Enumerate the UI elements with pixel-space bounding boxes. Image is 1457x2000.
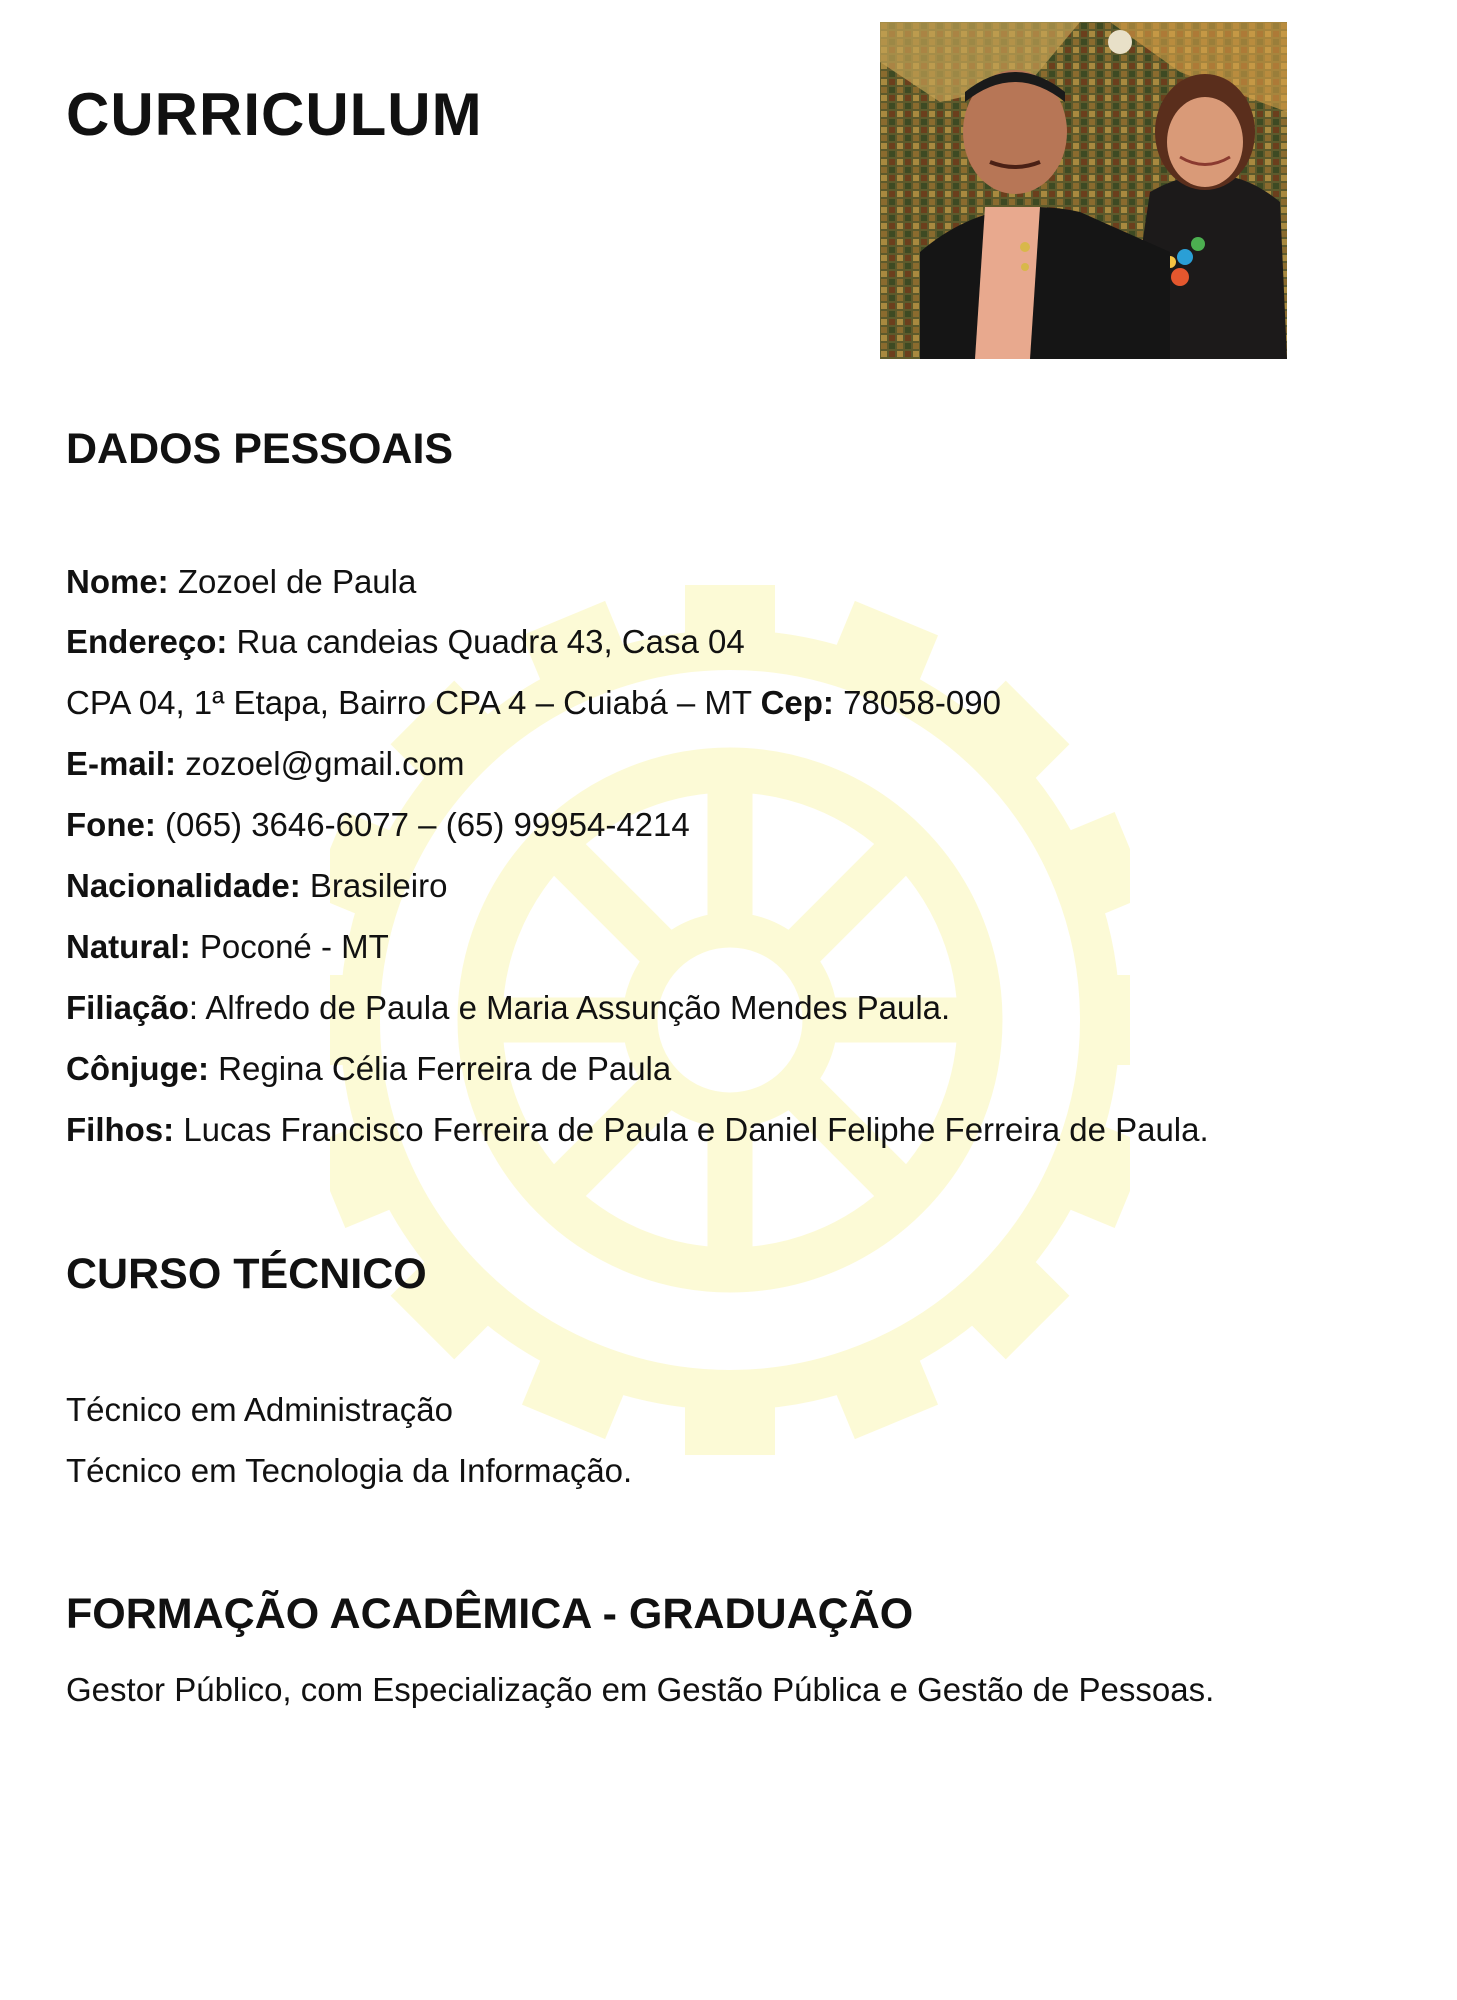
spouse-label: Cônjuge: (66, 1050, 209, 1087)
children-label: Filhos: (66, 1111, 175, 1148)
technical-course-heading: CURSO TÉCNICO (66, 1250, 427, 1298)
personal-data-heading: DADOS PESSOAIS (66, 425, 454, 473)
technical-course-item: Técnico em Administração (66, 1391, 453, 1428)
cep-label: Cep: (760, 684, 834, 721)
birthplace-label: Natural: (66, 928, 191, 965)
parents-value: : Alfredo de Paula e Maria Assunção Mendes Paula. (188, 989, 951, 1026)
spouse-row (66, 1049, 671, 1089)
birthplace-value: Poconé - MT (190, 928, 389, 965)
address-label: Endereço: (66, 623, 228, 660)
academic-degree: Gestor Público, com Especialização em Gestão Pública e Gestão de Pessoas. (66, 1671, 1215, 1708)
name-row (66, 562, 416, 602)
page-title: CURRICULUM (66, 81, 483, 148)
phone-label: Fone: (66, 806, 156, 843)
address-line2: CPA 04, 1ª Etapa, Bairro CPA 4 – Cuiabá – MT (66, 684, 761, 721)
phone-row (66, 805, 690, 845)
cep-value: 78058-090 (833, 684, 1001, 721)
spouse-value: Regina Célia Ferreira de Paula (208, 1050, 672, 1087)
name-label: Nome: (66, 563, 169, 600)
academic-heading: FORMAÇÃO ACADÊMICA - GRADUAÇÃO (66, 1590, 914, 1638)
address-value: Rua candeias Quadra 43, Casa 04 (227, 623, 745, 660)
nationality-value: Brasileiro (300, 867, 448, 904)
email-value: zozoel@gmail.com (176, 745, 465, 782)
email-label: E-mail: (66, 745, 177, 782)
children-value: Lucas Francisco Ferreira de Paula e Daniel Feliphe Ferreira de Paula. (174, 1111, 1209, 1148)
parents-label: Filiação (66, 989, 189, 1026)
parents-row (66, 988, 950, 1028)
phone-value: (065) 3646-6077 – (65) 99954-4214 (155, 806, 690, 843)
address-row (66, 622, 745, 662)
email-row (66, 744, 464, 784)
nationality-label: Nacionalidade: (66, 867, 301, 904)
name-value: Zozoel de Paula (168, 563, 417, 600)
nationality-row (66, 866, 447, 906)
profile-photo (880, 22, 1287, 359)
birthplace-row (66, 927, 389, 967)
address-line2-row (66, 683, 1001, 723)
technical-course-item: Técnico em Tecnologia da Informação. (66, 1452, 633, 1489)
children-row (66, 1110, 1209, 1150)
